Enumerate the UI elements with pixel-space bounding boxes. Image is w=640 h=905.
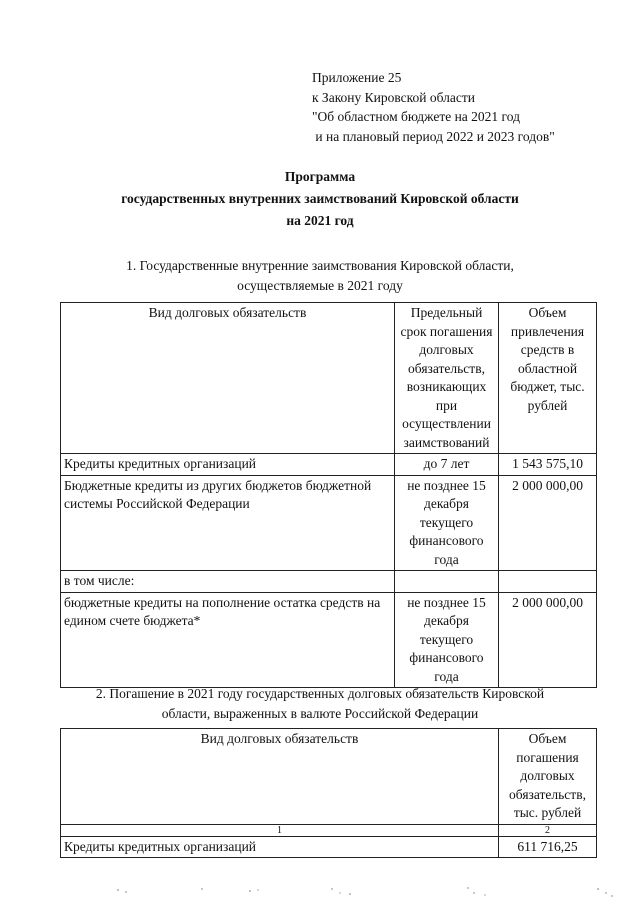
section-2-heading-line-2: области, выраженных в валюте Российской Федерации <box>161 706 479 721</box>
annex-line-4: и на плановый период 2022 и 2023 годов" <box>312 128 555 144</box>
header-debt-type: Вид долговых обязательств <box>61 303 395 454</box>
section-1-heading-line-1: 1. Государственные внутренние заимствования Кировской области, <box>126 258 514 273</box>
row-term: не позднее 15 декабря текущего финансового года <box>395 475 499 571</box>
section-1-heading-line-2: осуществляемые в 2021 году <box>237 278 403 293</box>
section-2-heading-line-1: 2. Погашение в 2021 году государственных долговых обязательств Кировской <box>95 686 545 701</box>
annex-line-2: к Закону Кировской области <box>312 89 476 105</box>
annex-header <box>312 69 555 147</box>
column-number-row <box>61 824 597 836</box>
section-1-heading <box>40 256 600 296</box>
annex-line-3: "Об областном бюджете на 2021 год <box>312 109 520 124</box>
table-header-row <box>61 729 597 825</box>
row-amount: 1 543 575,10 <box>499 454 597 476</box>
header-repayment-term: Предельный срок погашения долговых обязательств, возникающих при осуществлении заимствований <box>395 303 499 454</box>
table-row <box>61 454 597 476</box>
row-debt-type: в том числе: <box>61 571 395 593</box>
table-row <box>61 475 597 571</box>
doc-title-line-1: Программа <box>284 169 356 184</box>
table-header-row <box>61 303 597 454</box>
header-repayment-amount: Объем погашения долговых обязательств, тыс. рублей <box>499 729 597 825</box>
row-amount: 2 000 000,00 <box>499 475 597 571</box>
table-row <box>61 571 597 593</box>
annex-line-1: Приложение 25 <box>312 70 402 85</box>
row-term: до 7 лет <box>395 454 499 476</box>
header-debt-type: Вид долговых обязательств <box>61 729 499 825</box>
column-number-2: 2 <box>499 824 597 836</box>
row-amount <box>499 571 597 593</box>
section-2-heading <box>40 684 600 724</box>
row-amount: 2 000 000,00 <box>499 592 597 688</box>
row-debt-type: бюджетные кредиты на пополнение остатка средств на едином счете бюджета* <box>61 592 395 688</box>
column-number-1: 1 <box>61 824 499 836</box>
borrowings-table <box>60 302 597 688</box>
row-debt-type: Кредиты кредитных организаций <box>61 454 395 476</box>
header-borrowing-amount: Объем привлечения средств в областной бюджет, тыс. рублей <box>499 303 597 454</box>
row-term <box>395 571 499 593</box>
repayment-table <box>60 728 597 858</box>
row-debt-type: Кредиты кредитных организаций <box>61 836 499 858</box>
row-term: не позднее 15 декабря текущего финансового года <box>395 592 499 688</box>
table-row <box>61 836 597 858</box>
doc-title-line-2: государственных внутренних заимствований Кировской области <box>121 191 519 206</box>
row-amount: 611 716,25 <box>499 836 597 858</box>
row-debt-type: Бюджетные кредиты из других бюджетов бюджетной системы Российской Федерации <box>61 475 395 571</box>
scan-noise <box>100 884 620 898</box>
doc-title-line-3: на 2021 год <box>286 213 354 228</box>
table-row <box>61 592 597 688</box>
